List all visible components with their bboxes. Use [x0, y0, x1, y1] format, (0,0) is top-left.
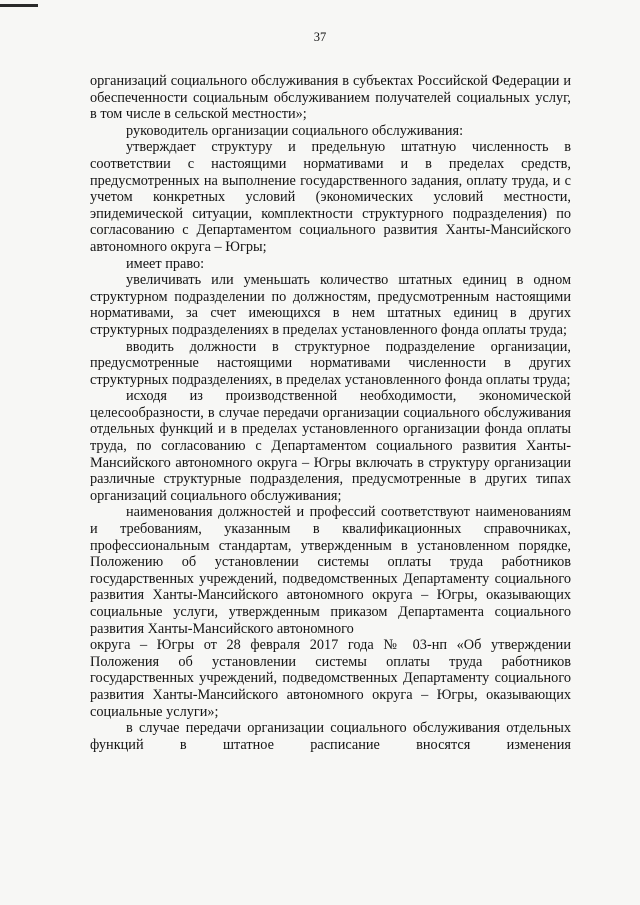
paragraph-9: округа – Югры от 28 февраля 2017 года № 03-нп «Об утверждении Положения об установлении системы оплаты труда работников государственных учреждений, подведомственных Департаменту социального развития Ханты-Мансийского автономного округа – Югры, оказывающих социальные услуги»;	[90, 637, 571, 720]
paragraph-10: в случае передачи организации социального обслуживания отдельных функций в штатное расписание вносятся изменения	[90, 720, 571, 753]
paragraph-4: имеет право:	[126, 255, 205, 272]
paragraph-2: руководитель организации социального обслуживания:	[126, 122, 464, 139]
paragraph-8: наименования должностей и профессий соответствуют наименованиям и требованиям, указанным в квалификационных справочниках, профессиональным стандартам, утвержденным в установленном порядке, Положению об установлении системы оплаты труда работников государственных учреждений, подведомственных Департаменту социального развития Ханты-Мансийского автономного округа – Югры, оказывающих социальные услуги, утвержденным приказом Департамента социального развития Ханты-Мансийского автономного	[90, 504, 571, 637]
scan-corner-mark	[0, 4, 38, 7]
paragraph-7: исходя из производственной необходимости, экономической целесообразности, в случае передачи организации социального обслуживания отдельных функций и в пределах установленного организации фонда оплаты труда, по согласованию с Департаментом социального развития Ханты-Мансийского автономного округа – Югры включать в структуру организации различные структурные подразделения, предусмотренные в других типах организаций социального обслуживания;	[90, 388, 571, 504]
paragraph-6: вводить должности в структурное подразделение организации, предусмотренные настоящими нормативами численности в других структурных подразделениях, в пределах установленного фонда оплаты труда;	[90, 338, 571, 388]
paragraph-3: утверждает структуру и предельную штатную численность в соответствии с настоящими нормативами и в пределах средств, предусмотренных на выполнение государственного задания, оплату труда, и с учетом конкретных условий (экономических условий местности, эпидемической ситуации, комплектности структурного подразделения) по согласованию с Департаментом социального развития Ханты-Мансийского автономного округа – Югры;	[90, 139, 571, 255]
paragraph-1: организаций социального обслуживания в субъектах Российской Федерации и обеспеченности социальным обслуживанием получателей социальных услуг, в том числе в сельской местности»;	[90, 73, 571, 123]
page-number: 37	[313, 30, 327, 44]
paragraph-5: увеличивать или уменьшать количество штатных единиц в одном структурном подразделении по должностям, предусмотренным настоящими нормативами, за счет имеющихся в нем штатных единиц в других структурных подразделениях в пределах установленного фонда оплаты труда;	[90, 272, 571, 338]
document-body	[90, 73, 571, 753]
